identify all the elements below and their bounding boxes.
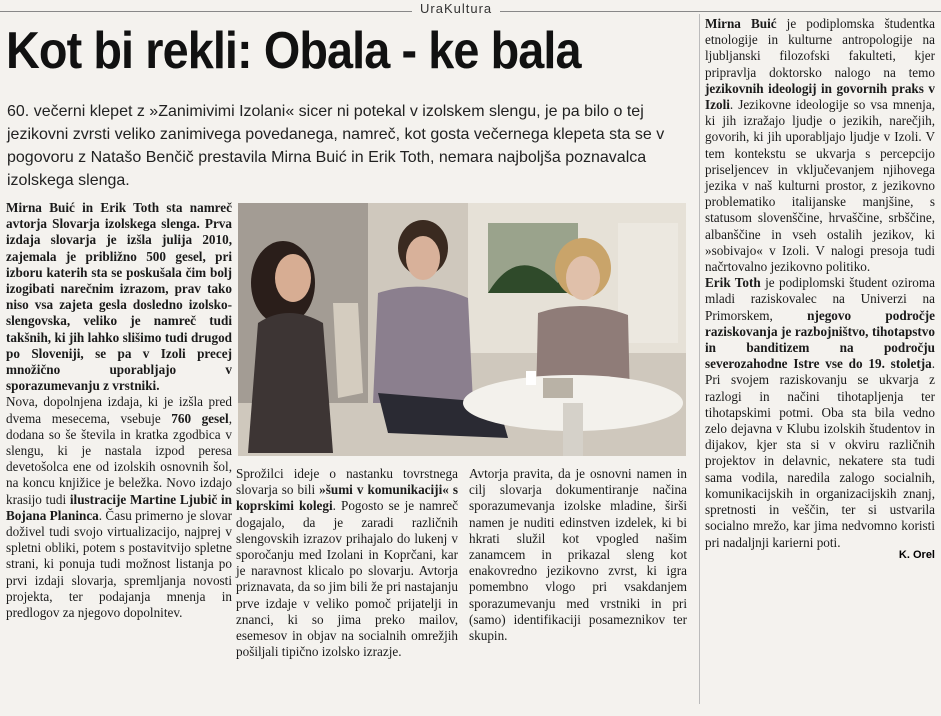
article-lead: 60. večerni klepet z »Zanimivimi Izolani« sicer ni potekal v izolskem slengu, je pa bilo o tej jezikovni zvrsti veliko zanimivega povedanega, namreč, kot gosta večernega klepeta sta se v pogovoru z Natašo Benčič prestavila Mirna Buić in Erik Toth, nemara najboljša poznavalca izolskega slenga.: [7, 103, 665, 189]
column-2-paragraph: Sprožilci ideje o nastanku tovrstnega slovarja so bili »šumi v komunikaciji« s koprskimi kolegi. Pogosto se je namreč dogajalo, da je zaradi različnih slengovskih izrazov prihajalo do lukenj v sporočanju med Izolani in Koprčani, kar je naravnost klicalo po slovarju. Avtorja priznavata, da so jim bili že pri nastajanju prve izdaje v veliko pomoč prijatelji in znanci, ki so jima preko mailov, esemesov in objav na socialnih omrežjih pošiljali tipično izolsko izrazje.: [236, 466, 458, 660]
column-2: [236, 466, 458, 660]
section-label: UraKultura: [412, 1, 500, 16]
column-1-intro: Mirna Buić in Erik Toth sta namreč avtorja Slovarja izolskega slenga. Prva izdaja slovarja je izšla julija 2010, zajemala je približno 500 gesel, pri izboru katerih sta se poskušala čim bolj izogibati narečnim izrazom, prav tako niso vsa zajeta gesla dosledno izolsko-slengovska, veliko je namreč tudi takšnih, ki jih lahko slišimo tudi drugod po Sloveniji, se pa v Izoli precej množično uporabljajo v sporazumevanju z vrstniki.: [6, 200, 232, 394]
column-divider: [699, 14, 700, 704]
article-photo: [238, 203, 686, 456]
photo-icon: [238, 203, 686, 456]
author-bio-erik: Erik Toth je podiplomski študent oziroma mladi raziskovalec na Univerzi na Primorskem, njegovo področje raziskovanja je razbojništvo, tihotapstvo in banditizem na področju severozahodne Istre vse do 19. stoletja. Pri svojem raziskovanju se ukvarja z razlogi in načini tihotapljenja ter tihotapskimi potmi. Oba sta bila vedno zelo dejavna v Klubu izolskih študentov in dijakov, kjer sta si v okviru različnih projektov in delavnic, nekatere sta tudi sama vodila, naredila zalogo socialnih, komunikacijskih in organizacijskih znanj, spretnosti in veščin, ter si ustvarila socialno mrežo, kar jima nedvomno koristi pri nadaljnji karierni poti.: [705, 275, 935, 550]
column-1-paragraph: Nova, dopolnjena izdaja, ki je izšla pred dvema mesecema, vsebuje 760 gesel, dodana so še števila in kratka zgodbica v slengu, ki je nastala izpod peresa devetošolca ene od izolskih osnovnih šol, na koncu knjižice je beležka. Novo izdajo krasijo tudi ilustracije Martine Ljubič in Bojana Planinca. Času primerno je slovar doživel tudi svojo virtualizacijo, najprej v spletni obliki, potem s postavitvijo spletne strani, ki ponuja tudi možnost listanja po prvi izdaji slovarja, spremljanja novosti projekta, ter podajanja mnenja in predlogov za njegovo dopolnitev.: [6, 394, 232, 621]
author-bio-mirna: Mirna Buić je podiplomska študentka etnologije in kulturne antropologije na ljubljanski filozofski fakulteti, kjer pripravlja doktorsko nalogo na temo jezikovnih ideologij in govornih praks v Izoli. Jezikovne ideologije so vsa mnenja, ki jih izražajo ljudje o jezikih, narečjih, govorih, ki jih uporabljajo ljudje v Izoli. V tem kontekstu se ukvarja s percepcijo priseljencev in vključevanjem njihovega jezika v naš kulturni prostor, z jezikovno problematiko italijanske manjšine, s statusom slovenščine, hrvaščine, srbščine, albanščine in vseh ostalih jezikov, ki »sobivajo« v Izoli. V nalogi presoja tudi načrtovalno jezikovno politiko.: [705, 16, 935, 275]
column-4: [705, 16, 935, 561]
column-3: [469, 466, 687, 644]
byline: K. Orel: [898, 548, 935, 561]
column-3-paragraph: Avtorja pravita, da je osnovni namen in cilj slovarja dokumentiranje načina sporazumevanja izolske mladine, širši namen je nuditi edinstven izdelek, ki bi hkrati služil kot vpogled našim zanamcem in prikazal sleng kot enakovredno jezikovno zvrst, ki igra pomembno vlogo pri vsakdanjem sporazumevanju med vrstniki in pri (samo) identifikaciji posameznikov ter skupin.: [469, 466, 687, 644]
column-1: [6, 200, 232, 621]
article-title: Kot bi rekli: Obala - ke bala: [6, 22, 581, 80]
